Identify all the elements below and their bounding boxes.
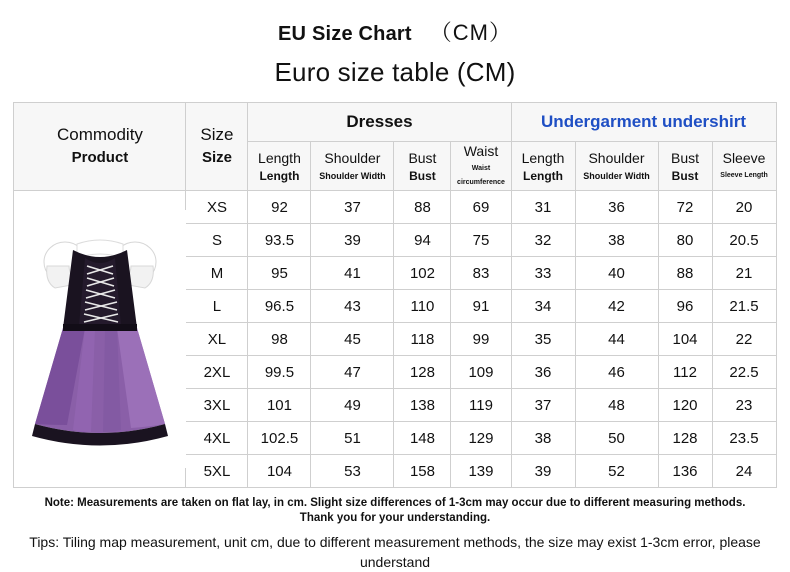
row-size-label: XL [186,323,248,356]
row-size-label: 5XL [186,455,248,488]
cell-under-length: 34 [511,290,575,323]
cell-dress-shoulder: 41 [311,257,394,290]
subheader-dress-length [248,142,311,191]
subheader-dress-waist [451,142,511,191]
cell-dress-length: 104 [248,455,311,488]
group-header-undergarment: Undergarment undershirt [511,103,776,142]
cell-under-bust: 112 [658,356,712,389]
commodity-label-top: Commodity [56,125,143,144]
dress-svg [25,210,175,460]
row-size-label: 4XL [186,422,248,455]
cell-dress-shoulder: 51 [311,422,394,455]
subheader-under-sleeve-bottom: Sleeve Length [720,171,768,179]
cell-under-length: 37 [511,389,575,422]
cell-under-shoulder: 46 [575,356,658,389]
cell-dress-shoulder: 45 [311,323,394,356]
cell-under-bust: 72 [658,191,712,224]
size-table [13,102,776,488]
cell-dress-shoulder: 43 [311,290,394,323]
cell-dress-shoulder: 47 [311,356,394,389]
cell-under-length: 32 [511,224,575,257]
cell-under-sleeve: 23 [712,389,776,422]
cell-under-sleeve: 21.5 [712,290,776,323]
cell-under-shoulder: 48 [575,389,658,422]
subheader-under-length-top: Length [521,149,565,166]
measurement-tips: Tips: Tiling map measurement, unit cm, due to different measurement methods, the size may exist 1-3cm error, please understand [29,534,761,570]
cell-dress-bust: 110 [394,290,451,323]
page-title-unit: （CM） [429,20,512,45]
cell-dress-length: 95 [248,257,311,290]
subheader-under-shoulder [575,142,658,191]
subheader-under-shoulder-bottom: Shoulder Width [583,170,650,181]
page-subtitle: Euro size table (CM) [274,57,516,87]
page-title: EU Size Chart [278,23,412,45]
cell-dress-shoulder: 37 [311,191,394,224]
measurement-note: Note: Measurements are taken on flat lay, in cm. Slight size differences of 1-3cm may occur due to different measuring methods. Thank you for your understanding. [44,497,746,524]
cell-dress-bust: 158 [394,455,451,488]
size-label-top: Size [200,125,234,144]
commodity-label-bottom: Product [71,149,129,166]
cell-dress-waist: 129 [451,422,511,455]
size-header-cell [186,103,248,191]
subheader-dress-shoulder [311,142,394,191]
subheader-dress-length-top: Length [258,149,301,166]
cell-under-sleeve: 20.5 [712,224,776,257]
cell-dress-length: 99.5 [248,356,311,389]
row-size-label: L [186,290,248,323]
cell-under-shoulder: 44 [575,323,658,356]
row-size-label: M [186,257,248,290]
cell-dress-waist: 139 [451,455,511,488]
cell-dress-waist: 109 [451,356,511,389]
size-label-bottom: Size [201,149,232,166]
cell-dress-waist: 91 [451,290,511,323]
subheader-dress-length-bottom: Length [259,168,300,183]
subheader-under-length-bottom: Length [523,168,563,183]
cell-under-shoulder: 52 [575,455,658,488]
cell-under-shoulder: 38 [575,224,658,257]
cell-under-sleeve: 22.5 [712,356,776,389]
cell-dress-waist: 99 [451,323,511,356]
cell-under-bust: 136 [658,455,712,488]
subheader-dress-waist-bottom: Waist circumference [457,164,505,186]
cell-under-sleeve: 20 [712,191,776,224]
subheader-under-shoulder-top: Shoulder [588,149,645,166]
cell-under-bust: 128 [658,422,712,455]
table-group-header-row [14,103,776,142]
cell-dress-bust: 88 [394,191,451,224]
cell-dress-waist: 83 [451,257,511,290]
cell-under-shoulder: 50 [575,422,658,455]
cell-dress-shoulder: 49 [311,389,394,422]
row-size-label: 3XL [186,389,248,422]
cell-dress-length: 96.5 [248,290,311,323]
product-image-cell [14,191,186,488]
cell-under-bust: 120 [658,389,712,422]
cell-dress-bust: 94 [394,224,451,257]
cell-under-sleeve: 22 [712,323,776,356]
cell-dress-bust: 148 [394,422,451,455]
cell-dress-shoulder: 39 [311,224,394,257]
cell-dress-waist: 75 [451,224,511,257]
cell-dress-length: 98 [248,323,311,356]
subheader-under-bust [658,142,712,191]
title-row [0,0,790,47]
row-size-label: S [186,224,248,257]
cell-dress-waist: 69 [451,191,511,224]
cell-dress-bust: 102 [394,257,451,290]
row-size-label: 2XL [186,356,248,389]
subheader-under-bust-top: Bust [670,149,699,166]
cell-under-shoulder: 40 [575,257,658,290]
cell-under-length: 31 [511,191,575,224]
cell-under-shoulder: 36 [575,191,658,224]
cell-under-bust: 80 [658,224,712,257]
cell-dress-bust: 138 [394,389,451,422]
cell-under-length: 38 [511,422,575,455]
cell-under-sleeve: 24 [712,455,776,488]
cell-under-bust: 88 [658,257,712,290]
group-header-dresses: Dresses [248,103,511,142]
cell-dress-length: 93.5 [248,224,311,257]
subheader-under-bust-bottom: Bust [671,168,699,183]
row-size-label: XS [186,191,248,224]
cell-under-shoulder: 42 [575,290,658,323]
purple-dirndl-dress-illustration [14,210,186,468]
subheader-dress-bust-top: Bust [408,149,437,166]
cell-dress-bust: 128 [394,356,451,389]
cell-under-length: 33 [511,257,575,290]
cell-under-length: 36 [511,356,575,389]
cell-under-bust: 96 [658,290,712,323]
cell-under-length: 35 [511,323,575,356]
cell-dress-waist: 119 [451,389,511,422]
subheader-dress-waist-top: Waist [463,142,499,159]
cell-dress-shoulder: 53 [311,455,394,488]
cell-dress-bust: 118 [394,323,451,356]
subheader-dress-shoulder-top: Shoulder [324,149,381,166]
cell-dress-length: 92 [248,191,311,224]
cell-dress-length: 102.5 [248,422,311,455]
subheader-dress-bust [394,142,451,191]
cell-under-sleeve: 23.5 [712,422,776,455]
cell-under-sleeve: 21 [712,257,776,290]
subheader-under-sleeve-top: Sleeve [722,149,766,166]
cell-under-length: 39 [511,455,575,488]
cell-under-bust: 104 [658,323,712,356]
subheader-under-sleeve [712,142,776,191]
cell-dress-length: 101 [248,389,311,422]
table-row [14,191,776,224]
subheader-dress-bust-bottom: Bust [409,168,436,183]
subheader-under-length [511,142,575,191]
subheader-dress-shoulder-bottom: Shoulder Width [319,170,386,181]
commodity-header-cell [14,103,186,191]
